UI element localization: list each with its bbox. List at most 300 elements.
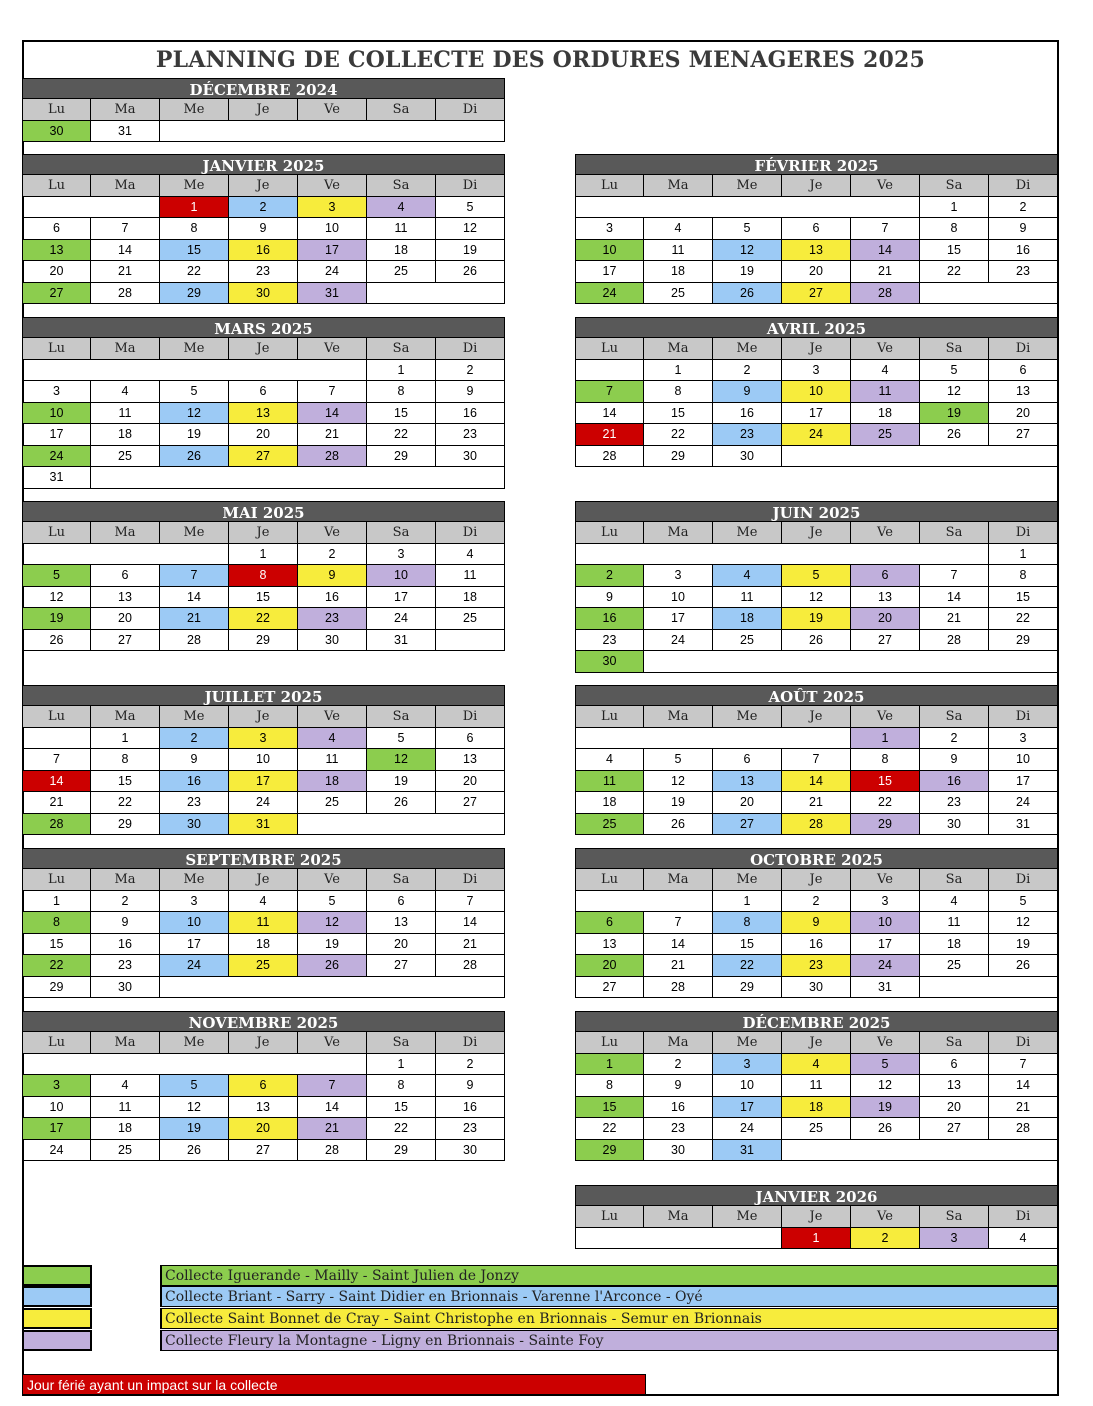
month-title: OCTOBRE 2025 bbox=[575, 848, 1058, 869]
weekday-header: Ma bbox=[644, 1032, 713, 1054]
day-cell: 24 bbox=[575, 283, 644, 305]
weekday-header: Ve bbox=[851, 1206, 920, 1228]
day-cell: 25 bbox=[782, 1118, 851, 1140]
weekday-header: Di bbox=[989, 1032, 1058, 1054]
legend-swatch-yellow bbox=[22, 1308, 92, 1329]
day-cell: 5 bbox=[22, 565, 91, 587]
day-cell: 7 bbox=[298, 381, 367, 403]
weekday-header: Je bbox=[782, 522, 851, 544]
day-cell: 28 bbox=[22, 814, 91, 836]
legend-swatch-blue bbox=[22, 1286, 92, 1307]
day-cell: 10 bbox=[367, 565, 436, 587]
day-cell: 15 bbox=[713, 934, 782, 956]
month-grid bbox=[22, 706, 505, 835]
day-cell: 18 bbox=[644, 261, 713, 283]
day-cell: 12 bbox=[920, 381, 989, 403]
day-cell: 28 bbox=[851, 283, 920, 305]
month-jan-2026 bbox=[575, 1185, 1058, 1249]
empty-cell bbox=[851, 446, 920, 468]
day-cell: 26 bbox=[713, 283, 782, 305]
day-cell: 10 bbox=[782, 381, 851, 403]
weekday-header: Me bbox=[160, 1032, 229, 1054]
day-cell: 18 bbox=[713, 608, 782, 630]
day-cell: 1 bbox=[713, 891, 782, 913]
day-cell: 27 bbox=[229, 1140, 298, 1162]
day-cell: 24 bbox=[989, 792, 1058, 814]
empty-cell bbox=[436, 630, 505, 652]
day-cell: 14 bbox=[91, 240, 160, 262]
day-cell: 31 bbox=[298, 283, 367, 305]
day-cell: 22 bbox=[713, 955, 782, 977]
weekday-header: Lu bbox=[575, 1032, 644, 1054]
day-cell: 29 bbox=[713, 977, 782, 999]
weekday-header: Di bbox=[989, 338, 1058, 360]
month-apr-2025 bbox=[575, 317, 1058, 467]
empty-cell bbox=[644, 197, 713, 219]
day-cell: 28 bbox=[644, 977, 713, 999]
empty-cell bbox=[989, 1140, 1058, 1162]
day-cell: 16 bbox=[713, 403, 782, 425]
day-cell: 3 bbox=[851, 891, 920, 913]
day-cell: 13 bbox=[229, 1097, 298, 1119]
empty-cell bbox=[298, 467, 367, 489]
day-cell: 12 bbox=[436, 218, 505, 240]
day-cell: 2 bbox=[644, 1054, 713, 1076]
day-cell: 14 bbox=[575, 403, 644, 425]
day-cell: 29 bbox=[989, 630, 1058, 652]
empty-cell bbox=[644, 651, 713, 673]
weekday-header: Lu bbox=[22, 869, 91, 891]
day-cell: 8 bbox=[160, 218, 229, 240]
empty-cell bbox=[713, 728, 782, 750]
empty-cell bbox=[575, 728, 644, 750]
empty-cell bbox=[229, 121, 298, 143]
day-cell: 11 bbox=[229, 912, 298, 934]
weekday-header: Ve bbox=[298, 706, 367, 728]
day-cell: 30 bbox=[436, 446, 505, 468]
day-cell: 17 bbox=[22, 424, 91, 446]
empty-cell bbox=[575, 1228, 644, 1250]
weekday-header: Di bbox=[989, 522, 1058, 544]
weekday-header: Je bbox=[229, 338, 298, 360]
weekday-header: Di bbox=[436, 869, 505, 891]
day-cell: 9 bbox=[575, 587, 644, 609]
empty-cell bbox=[229, 977, 298, 999]
day-cell: 22 bbox=[160, 261, 229, 283]
empty-cell bbox=[22, 197, 91, 219]
day-cell: 22 bbox=[851, 792, 920, 814]
month-title: FÉVRIER 2025 bbox=[575, 154, 1058, 175]
weekday-header: Me bbox=[160, 522, 229, 544]
day-cell: 27 bbox=[782, 283, 851, 305]
day-cell: 29 bbox=[229, 630, 298, 652]
weekday-header: Di bbox=[436, 338, 505, 360]
day-cell: 26 bbox=[298, 955, 367, 977]
day-cell: 31 bbox=[851, 977, 920, 999]
month-grid bbox=[575, 522, 1058, 673]
weekday-header: Ve bbox=[851, 175, 920, 197]
day-cell: 9 bbox=[91, 912, 160, 934]
day-cell: 7 bbox=[989, 1054, 1058, 1076]
day-cell: 28 bbox=[160, 630, 229, 652]
weekday-header: Ve bbox=[851, 706, 920, 728]
empty-cell bbox=[989, 977, 1058, 999]
day-cell: 10 bbox=[575, 240, 644, 262]
day-cell: 2 bbox=[989, 197, 1058, 219]
day-cell: 12 bbox=[160, 403, 229, 425]
empty-cell bbox=[644, 891, 713, 913]
day-cell: 6 bbox=[229, 381, 298, 403]
day-cell: 16 bbox=[436, 403, 505, 425]
day-cell: 31 bbox=[989, 814, 1058, 836]
day-cell: 20 bbox=[22, 261, 91, 283]
day-cell: 13 bbox=[851, 587, 920, 609]
weekday-header: Di bbox=[436, 99, 505, 121]
empty-cell bbox=[229, 360, 298, 382]
day-cell: 15 bbox=[160, 240, 229, 262]
day-cell: 17 bbox=[298, 240, 367, 262]
day-cell: 13 bbox=[713, 771, 782, 793]
month-grid bbox=[575, 175, 1058, 304]
day-cell: 15 bbox=[367, 403, 436, 425]
day-cell: 26 bbox=[436, 261, 505, 283]
day-cell: 16 bbox=[160, 771, 229, 793]
day-cell: 4 bbox=[644, 218, 713, 240]
day-cell: 28 bbox=[920, 630, 989, 652]
weekday-header: Ma bbox=[644, 338, 713, 360]
day-cell: 19 bbox=[160, 1118, 229, 1140]
day-cell: 3 bbox=[644, 565, 713, 587]
day-cell: 4 bbox=[575, 749, 644, 771]
day-cell: 25 bbox=[713, 630, 782, 652]
day-cell: 9 bbox=[644, 1075, 713, 1097]
day-cell: 30 bbox=[160, 814, 229, 836]
weekday-header: Me bbox=[160, 706, 229, 728]
empty-cell bbox=[91, 467, 160, 489]
day-cell: 11 bbox=[91, 403, 160, 425]
day-cell: 4 bbox=[851, 360, 920, 382]
day-cell: 2 bbox=[575, 565, 644, 587]
empty-cell bbox=[160, 467, 229, 489]
day-cell: 25 bbox=[367, 261, 436, 283]
weekday-header: Di bbox=[436, 706, 505, 728]
day-cell: 21 bbox=[575, 424, 644, 446]
empty-cell bbox=[989, 283, 1058, 305]
day-cell: 30 bbox=[575, 651, 644, 673]
empty-cell bbox=[782, 544, 851, 566]
day-cell: 12 bbox=[367, 749, 436, 771]
day-cell: 25 bbox=[575, 814, 644, 836]
day-cell: 18 bbox=[298, 771, 367, 793]
day-cell: 23 bbox=[298, 608, 367, 630]
day-cell: 30 bbox=[229, 283, 298, 305]
day-cell: 18 bbox=[229, 934, 298, 956]
day-cell: 30 bbox=[91, 977, 160, 999]
day-cell: 20 bbox=[575, 955, 644, 977]
weekday-header: Me bbox=[713, 869, 782, 891]
day-cell: 30 bbox=[22, 121, 91, 143]
empty-cell bbox=[22, 728, 91, 750]
empty-cell bbox=[920, 1140, 989, 1162]
day-cell: 24 bbox=[851, 955, 920, 977]
day-cell: 1 bbox=[851, 728, 920, 750]
day-cell: 10 bbox=[851, 912, 920, 934]
month-title: JUIN 2025 bbox=[575, 501, 1058, 522]
month-title: AOÛT 2025 bbox=[575, 685, 1058, 706]
day-cell: 27 bbox=[920, 1118, 989, 1140]
empty-cell bbox=[436, 814, 505, 836]
month-title: DÉCEMBRE 2024 bbox=[22, 78, 505, 99]
day-cell: 3 bbox=[367, 544, 436, 566]
day-cell: 6 bbox=[713, 749, 782, 771]
day-cell: 7 bbox=[298, 1075, 367, 1097]
day-cell: 20 bbox=[713, 792, 782, 814]
day-cell: 4 bbox=[91, 1075, 160, 1097]
day-cell: 8 bbox=[575, 1075, 644, 1097]
day-cell: 30 bbox=[713, 446, 782, 468]
day-cell: 25 bbox=[91, 446, 160, 468]
weekday-header: Sa bbox=[367, 522, 436, 544]
weekday-header: Ve bbox=[298, 869, 367, 891]
day-cell: 17 bbox=[782, 403, 851, 425]
month-mar-2025 bbox=[22, 317, 505, 489]
empty-cell bbox=[22, 360, 91, 382]
weekday-header: Me bbox=[713, 706, 782, 728]
day-cell: 24 bbox=[22, 1140, 91, 1162]
weekday-header: Sa bbox=[920, 175, 989, 197]
day-cell: 26 bbox=[851, 1118, 920, 1140]
day-cell: 28 bbox=[782, 814, 851, 836]
day-cell: 6 bbox=[229, 1075, 298, 1097]
weekday-header: Ma bbox=[91, 869, 160, 891]
month-title: MAI 2025 bbox=[22, 501, 505, 522]
day-cell: 1 bbox=[782, 1228, 851, 1250]
day-cell: 19 bbox=[644, 792, 713, 814]
day-cell: 3 bbox=[229, 728, 298, 750]
legend-label-yellow: Collecte Saint Bonnet de Cray - Saint Christophe en Brionnais - Semur en Brionnais bbox=[160, 1308, 1059, 1329]
empty-cell bbox=[851, 1140, 920, 1162]
day-cell: 20 bbox=[229, 424, 298, 446]
day-cell: 18 bbox=[436, 587, 505, 609]
day-cell: 11 bbox=[91, 1097, 160, 1119]
day-cell: 16 bbox=[920, 771, 989, 793]
month-nov-2025 bbox=[22, 1011, 505, 1161]
day-cell: 5 bbox=[989, 891, 1058, 913]
weekday-header: Je bbox=[782, 706, 851, 728]
day-cell: 1 bbox=[575, 1054, 644, 1076]
weekday-header: Di bbox=[989, 175, 1058, 197]
day-cell: 5 bbox=[436, 197, 505, 219]
day-cell: 13 bbox=[91, 587, 160, 609]
month-oct-2025 bbox=[575, 848, 1058, 998]
holiday-legend: Jour férié ayant un impact sur la collecte bbox=[22, 1374, 646, 1395]
weekday-header: Je bbox=[229, 522, 298, 544]
day-cell: 13 bbox=[436, 749, 505, 771]
weekday-header: Ve bbox=[851, 522, 920, 544]
day-cell: 22 bbox=[229, 608, 298, 630]
day-cell: 29 bbox=[367, 446, 436, 468]
month-dec-2024 bbox=[22, 78, 505, 142]
weekday-header: Me bbox=[713, 175, 782, 197]
day-cell: 17 bbox=[989, 771, 1058, 793]
legend-row-blue bbox=[22, 1286, 1059, 1307]
day-cell: 18 bbox=[782, 1097, 851, 1119]
day-cell: 19 bbox=[713, 261, 782, 283]
weekday-header: Ve bbox=[298, 1032, 367, 1054]
empty-cell bbox=[367, 121, 436, 143]
day-cell: 27 bbox=[989, 424, 1058, 446]
day-cell: 3 bbox=[989, 728, 1058, 750]
day-cell: 22 bbox=[920, 261, 989, 283]
day-cell: 4 bbox=[91, 381, 160, 403]
day-cell: 10 bbox=[298, 218, 367, 240]
empty-cell bbox=[436, 283, 505, 305]
day-cell: 21 bbox=[782, 792, 851, 814]
day-cell: 22 bbox=[575, 1118, 644, 1140]
day-cell: 9 bbox=[229, 218, 298, 240]
day-cell: 10 bbox=[644, 587, 713, 609]
day-cell: 17 bbox=[713, 1097, 782, 1119]
empty-cell bbox=[575, 544, 644, 566]
weekday-header: Ve bbox=[298, 338, 367, 360]
empty-cell bbox=[298, 814, 367, 836]
month-grid bbox=[22, 1032, 505, 1161]
day-cell: 21 bbox=[989, 1097, 1058, 1119]
day-cell: 1 bbox=[160, 197, 229, 219]
weekday-header: Je bbox=[229, 175, 298, 197]
empty-cell bbox=[298, 1054, 367, 1076]
empty-cell bbox=[920, 977, 989, 999]
empty-cell bbox=[644, 544, 713, 566]
day-cell: 4 bbox=[920, 891, 989, 913]
day-cell: 7 bbox=[22, 749, 91, 771]
day-cell: 10 bbox=[22, 403, 91, 425]
day-cell: 20 bbox=[782, 261, 851, 283]
day-cell: 15 bbox=[644, 403, 713, 425]
day-cell: 31 bbox=[229, 814, 298, 836]
day-cell: 2 bbox=[160, 728, 229, 750]
weekday-header: Sa bbox=[367, 99, 436, 121]
day-cell: 4 bbox=[298, 728, 367, 750]
month-jul-2025 bbox=[22, 685, 505, 835]
day-cell: 20 bbox=[367, 934, 436, 956]
day-cell: 23 bbox=[989, 261, 1058, 283]
day-cell: 8 bbox=[367, 381, 436, 403]
empty-cell bbox=[851, 544, 920, 566]
weekday-header: Ma bbox=[91, 522, 160, 544]
weekday-header: Ma bbox=[644, 1206, 713, 1228]
day-cell: 2 bbox=[91, 891, 160, 913]
day-cell: 10 bbox=[229, 749, 298, 771]
day-cell: 8 bbox=[91, 749, 160, 771]
day-cell: 2 bbox=[436, 360, 505, 382]
weekday-header: Sa bbox=[920, 869, 989, 891]
day-cell: 21 bbox=[920, 608, 989, 630]
empty-cell bbox=[160, 977, 229, 999]
empty-cell bbox=[91, 544, 160, 566]
day-cell: 21 bbox=[298, 1118, 367, 1140]
weekday-header: Ve bbox=[851, 1032, 920, 1054]
weekday-header: Me bbox=[160, 175, 229, 197]
weekday-header: Ma bbox=[91, 1032, 160, 1054]
weekday-header: Ma bbox=[91, 175, 160, 197]
day-cell: 9 bbox=[436, 381, 505, 403]
empty-cell bbox=[436, 121, 505, 143]
day-cell: 24 bbox=[644, 630, 713, 652]
month-grid bbox=[575, 706, 1058, 835]
day-cell: 19 bbox=[160, 424, 229, 446]
day-cell: 29 bbox=[644, 446, 713, 468]
day-cell: 11 bbox=[713, 587, 782, 609]
day-cell: 9 bbox=[436, 1075, 505, 1097]
month-title: JUILLET 2025 bbox=[22, 685, 505, 706]
day-cell: 27 bbox=[713, 814, 782, 836]
day-cell: 21 bbox=[644, 955, 713, 977]
empty-cell bbox=[91, 1054, 160, 1076]
weekday-header: Lu bbox=[22, 338, 91, 360]
month-title: SEPTEMBRE 2025 bbox=[22, 848, 505, 869]
empty-cell bbox=[160, 360, 229, 382]
day-cell: 10 bbox=[160, 912, 229, 934]
day-cell: 25 bbox=[436, 608, 505, 630]
day-cell: 5 bbox=[920, 360, 989, 382]
day-cell: 14 bbox=[920, 587, 989, 609]
day-cell: 15 bbox=[22, 934, 91, 956]
day-cell: 6 bbox=[436, 728, 505, 750]
day-cell: 21 bbox=[91, 261, 160, 283]
day-cell: 9 bbox=[920, 749, 989, 771]
weekday-header: Sa bbox=[920, 1032, 989, 1054]
weekday-header: Je bbox=[782, 1206, 851, 1228]
day-cell: 3 bbox=[160, 891, 229, 913]
day-cell: 2 bbox=[920, 728, 989, 750]
empty-cell bbox=[713, 197, 782, 219]
empty-cell bbox=[782, 197, 851, 219]
empty-cell bbox=[713, 544, 782, 566]
day-cell: 28 bbox=[436, 955, 505, 977]
day-cell: 26 bbox=[644, 814, 713, 836]
day-cell: 29 bbox=[575, 1140, 644, 1162]
day-cell: 12 bbox=[644, 771, 713, 793]
day-cell: 14 bbox=[989, 1075, 1058, 1097]
day-cell: 24 bbox=[782, 424, 851, 446]
day-cell: 8 bbox=[989, 565, 1058, 587]
day-cell: 11 bbox=[298, 749, 367, 771]
day-cell: 28 bbox=[298, 446, 367, 468]
weekday-header: Ma bbox=[91, 338, 160, 360]
day-cell: 15 bbox=[989, 587, 1058, 609]
day-cell: 19 bbox=[436, 240, 505, 262]
day-cell: 4 bbox=[989, 1228, 1058, 1250]
day-cell: 17 bbox=[160, 934, 229, 956]
day-cell: 6 bbox=[920, 1054, 989, 1076]
weekday-header: Lu bbox=[22, 706, 91, 728]
day-cell: 3 bbox=[22, 381, 91, 403]
day-cell: 29 bbox=[367, 1140, 436, 1162]
day-cell: 22 bbox=[91, 792, 160, 814]
empty-cell bbox=[436, 977, 505, 999]
day-cell: 27 bbox=[229, 446, 298, 468]
day-cell: 26 bbox=[782, 630, 851, 652]
legend-label-green: Collecte Iguerande - Mailly - Saint Julien de Jonzy bbox=[160, 1265, 1059, 1286]
day-cell: 21 bbox=[22, 792, 91, 814]
weekday-header: Lu bbox=[22, 175, 91, 197]
day-cell: 11 bbox=[920, 912, 989, 934]
weekday-header: Ve bbox=[298, 175, 367, 197]
day-cell: 14 bbox=[782, 771, 851, 793]
day-cell: 14 bbox=[22, 771, 91, 793]
day-cell: 23 bbox=[644, 1118, 713, 1140]
